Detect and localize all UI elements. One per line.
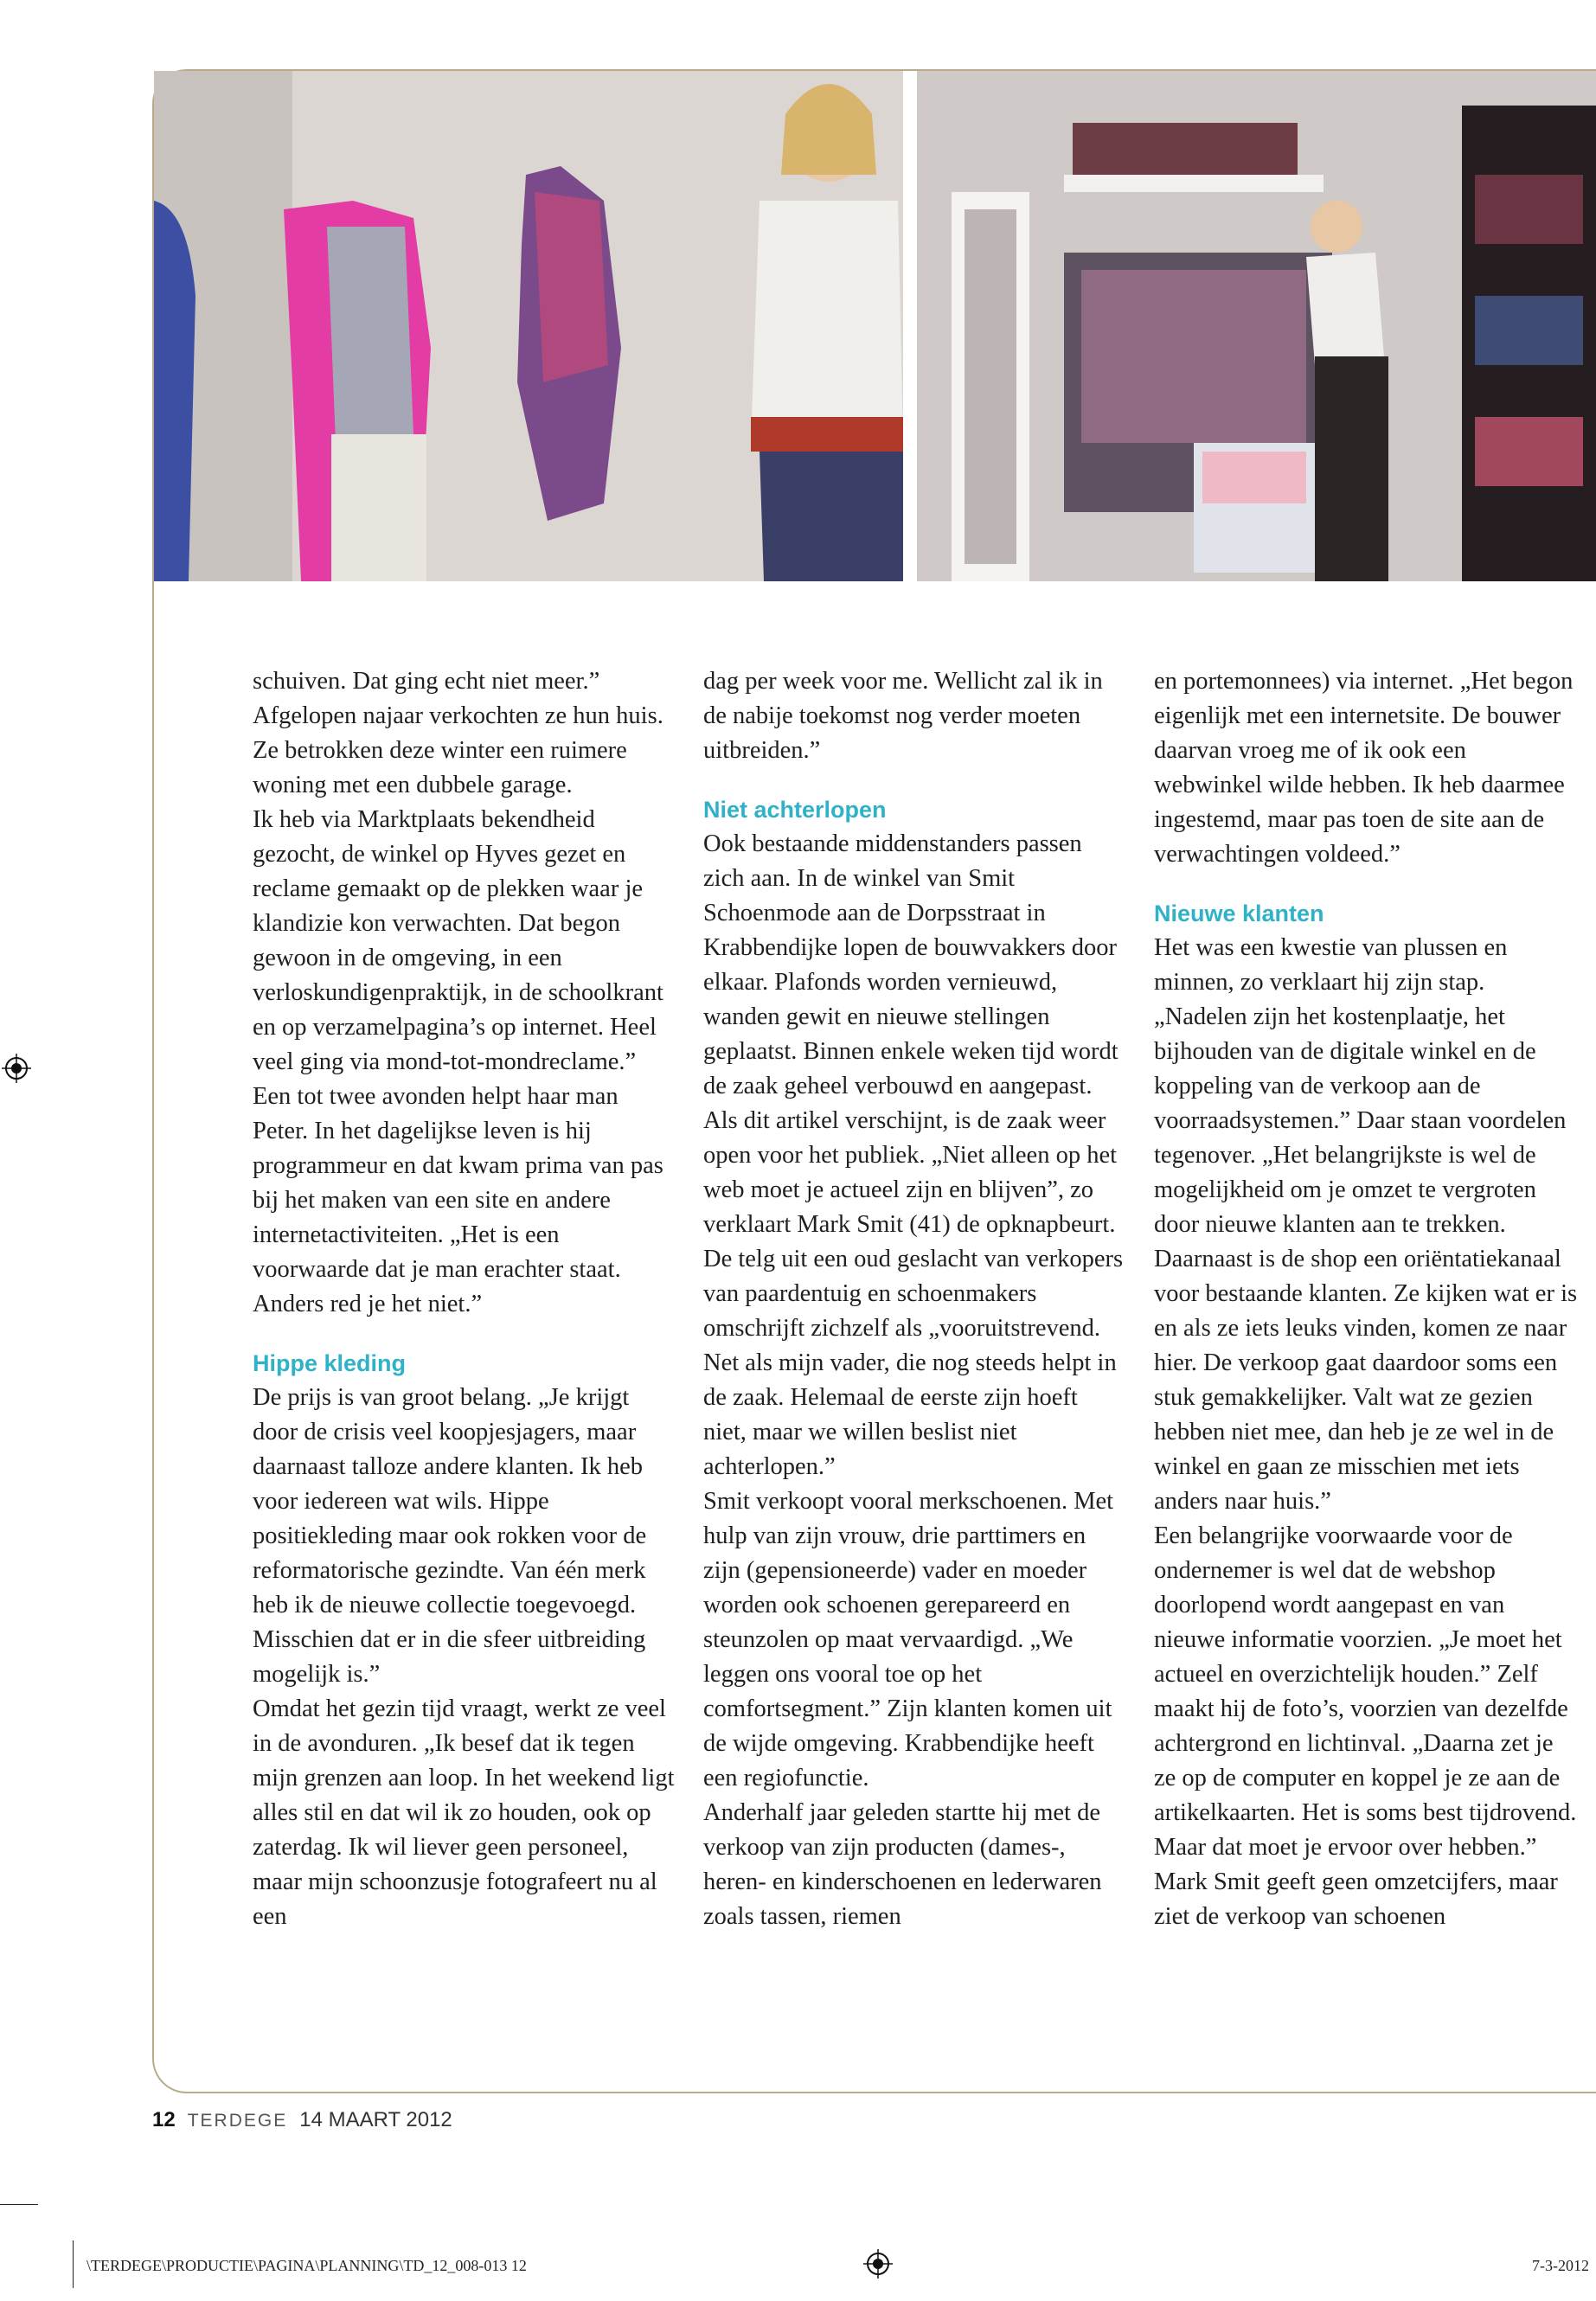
magazine-name: TERDEGE bbox=[187, 2111, 288, 2131]
issue-date: 14 MAART 2012 bbox=[299, 2108, 452, 2131]
section-heading: Niet achterlopen bbox=[703, 797, 887, 823]
paragraph: en portemonnees) via internet. „Het begon eigenlijk met een internetsite. De bouwer daarvan vroeg me of ik ook een webwinkel wilde hebben. Ik heb daarmee ingestemd, maar pas toen de site aan de verwachtingen voldeed.” bbox=[1154, 668, 1574, 868]
paragraph: schuiven. Dat ging echt niet meer.” Afgelopen najaar verkochten ze hun huis. Ze betrokken deze winter een ruimere woning met een dubbele garage. bbox=[253, 668, 663, 798]
print-slug-date: 7-3-2012 bbox=[1532, 2257, 1589, 2274]
print-slug-path: \TERDEGE\PRODUCTIE\PAGINA\PLANNING\TD_12_008-013 12 bbox=[87, 2257, 527, 2274]
registration-mark-icon bbox=[2, 1054, 31, 1083]
paragraph: Ook bestaande middenstanders passen zich aan. In de winkel van Smit Schoenmode aan de Dorpsstraat in Krabbendijke lopen de bouwvakkers door elkaar. Plafonds worden vernieuwd, wanden gewit en nieuwe stellingen geplaatst. Binnen enkele weken tijd wordt de zaak geheel verbouwd en aangepast. Als dit artikel verschijnt, is de zaak weer open voor het publiek. „Niet alleen op het web moet je actueel zijn en blijven”, zo verklaart Mark Smit (41) de opknapbeurt. bbox=[703, 830, 1118, 1238]
paragraph: Anderhalf jaar geleden startte hij met de verkoop van zijn producten (dames-, heren- en kinderschoenen en lederwaren zoals tassen, riemen bbox=[703, 1799, 1102, 1930]
paragraph: Een tot twee avonden helpt haar man Peter. In het dagelijkse leven is hij programmeur en dat kwam prima van pas bij het maken van een site en andere internetactiviteiten. „Het is een voorwaarde dat je man erachter staat. Anders red je het niet.” bbox=[253, 1083, 663, 1317]
paragraph: Omdat het gezin tijd vraagt, werkt ze veel in de avonduren. „Ik besef dat ik tegen mijn grenzen aan loop. In het weekend ligt alles stil en dat wil ik zo houden, ook op zaterdag. Ik wil liever geen personeel, maar mijn schoonzusje fotografeert nu al een bbox=[253, 1695, 675, 1930]
paragraph: Het was een kwestie van plussen en minnen, zo verklaart hij zijn stap. „Nadelen zijn het kostenplaatje, het bijhouden van de digitale winkel en de koppeling van de verkoop aan de voorraadsystemen.” Daar staan voordelen tegenover. „Het belangrijkste is wel de mogelijkheid om je omzet te vergroten door nieuwe klanten aan te trekken. Daarnaast is de shop een oriëntatiekanaal voor bestaande klanten. Ze kijken wat er is en als ze iets leuks vinden, komen ze naar hier. De verkoop gaat daardoor soms een stuk gemakkelijker. Valt wat ze gezien hebben niet mee, dan heb je ze wel in de winkel en gaan ze misschien met iets anders naar huis.” bbox=[1154, 934, 1578, 1515]
section-heading: Hippe kleding bbox=[253, 1350, 407, 1376]
page-number: 12 bbox=[152, 2108, 176, 2131]
clothing-storage-room-photo bbox=[917, 71, 1596, 581]
paragraph: De telg uit een oud geslacht van verkopers van paardentuig en schoenmakers omschrijft zichzelf als „vooruitstrevend. Net als mijn vader, die nog steeds helpt in de zaak. Helemaal de eerste zijn hoeft niet, maar we willen beslist niet achterlopen.” bbox=[703, 1246, 1124, 1480]
paragraph: De prijs is van groot belang. „Je krijgt door de crisis veel koopjesjagers, maar daarnaast talloze andere klanten. Ik heb voor iedereen wat wils. Hippe positiekleding maar ook rokken voor de reformatorische gezindte. Van één merk heb ik de nieuwe collectie toegevoegd. Misschien dat er in die sfeer uitbreiding mogelijk is.” bbox=[253, 1384, 647, 1688]
paragraph: dag per week voor me. Wellicht zal ik in de nabije toekomst nog verder moeten uitbreiden.” bbox=[703, 668, 1103, 764]
registration-mark-icon bbox=[863, 2249, 893, 2279]
article-column-1 bbox=[253, 664, 675, 1934]
crop-mark bbox=[73, 2240, 74, 2288]
section-heading: Nieuwe klanten bbox=[1154, 901, 1324, 926]
crop-mark bbox=[0, 2204, 38, 2205]
article-column-2 bbox=[703, 664, 1125, 1934]
page-folio bbox=[152, 2107, 452, 2134]
boutique-mannequins-photo bbox=[154, 71, 903, 581]
article-column-3 bbox=[1154, 664, 1578, 1934]
paragraph: Mark Smit geeft geen omzetcijfers, maar ziet de verkoop van schoenen bbox=[1154, 1868, 1558, 1930]
paragraph: Smit verkoopt vooral merkschoenen. Met hulp van zijn vrouw, drie parttimers en zijn (gepensioneerde) vader en moeder worden ook schoenen gerepareerd en steunzolen op maat vervaardigd. „We leggen ons vooral toe op het comfortsegment.” Zijn klanten komen uit de wijde omgeving. Krabbendijke heeft een regiofunctie. bbox=[703, 1488, 1114, 1791]
paragraph: Een belangrijke voorwaarde voor de ondernemer is wel dat de webshop doorlopend wordt aangepast en van nieuwe informatie voorzien. „Je moet het actueel en overzichtelijk houden.” Zelf maakt hij de foto’s, voorzien van dezelfde achtergrond en lichtinval. „Daarna zet je ze op de computer en koppel je ze aan de artikelkaarten. Het is soms best tijdrovend. Maar dat moet je ervoor over hebben.” bbox=[1154, 1522, 1577, 1861]
paragraph: Ik heb via Marktplaats bekendheid gezocht, de winkel op Hyves gezet en reclame gemaakt op de plekken waar je klandizie kon verwachten. Dat begon gewoon in de omgeving, in een verloskundigenpraktijk, in de schoolkrant en op verzamelpagina’s op internet. Heel veel ging via mond-tot-mondreclame.” bbox=[253, 806, 663, 1075]
